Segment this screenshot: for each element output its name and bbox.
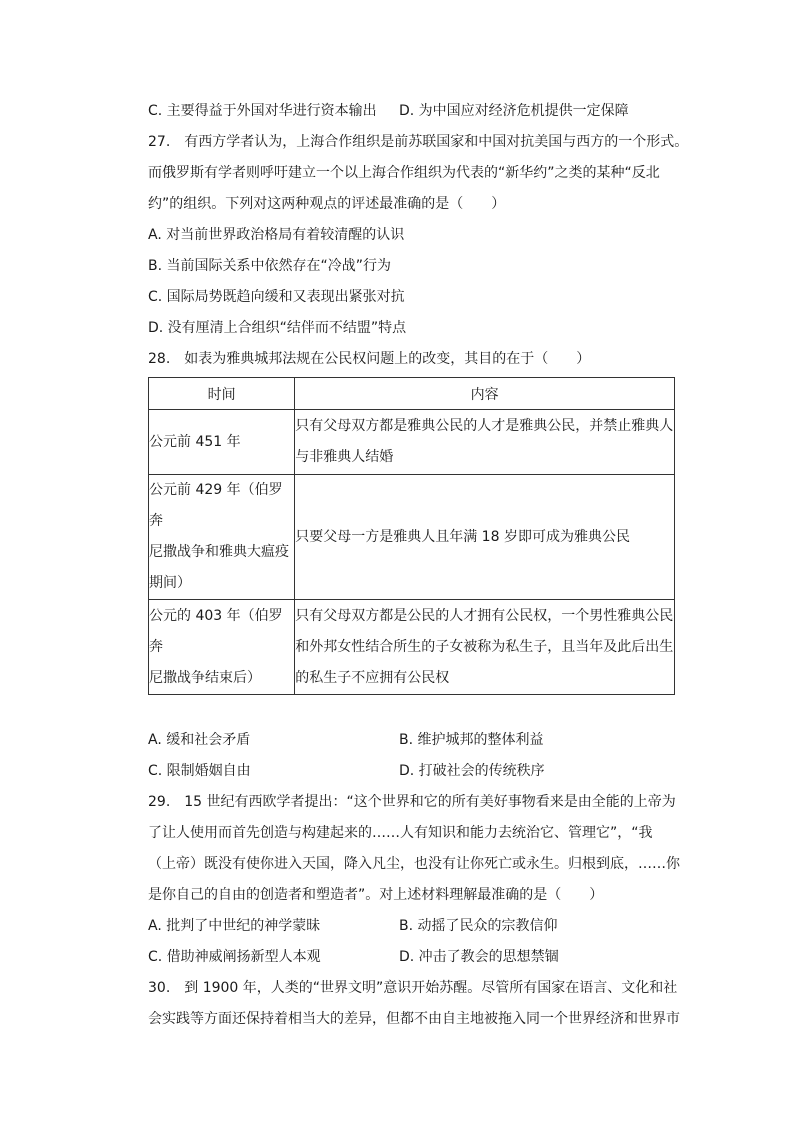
q28-stem: 28. 如表为雅典城邦法规在公民权问题上的改变，其目的在于（ ）	[148, 351, 591, 367]
citizenship-table	[148, 377, 675, 695]
q27-stem-line-2: 而俄罗斯有学者则呼吁建立一个以上海合作组织为代表的“新华约”之类的某种“反北	[148, 165, 660, 181]
q27-option-d: D. 没有厘清上合组织“结伴而不结盟”特点	[148, 320, 407, 336]
table-header-row	[149, 378, 675, 410]
question-28	[148, 344, 676, 787]
q28-option-a: A. 缓和社会矛盾	[148, 732, 251, 748]
q29-stem-line-4: 是你自己的自由的创造者和塑造者”。对上述材料理解最准确的是（ ）	[148, 887, 604, 903]
table-row	[149, 475, 675, 600]
q29-stem-line-2: 了让人使用而首先创造与构建起来的……人有知识和能力去统治它、管理它”，“我	[148, 825, 653, 841]
table-row	[149, 410, 675, 475]
q29-stem-line-1: 29. 15 世纪有西欧学者提出：“这个世界和它的所有美好事物看来是由全能的上帝为	[148, 794, 676, 810]
q27-stem-line-3: 约”的组织。下列对这两种观点的评述最准确的是（ ）	[148, 196, 506, 212]
q27-option-a: A. 对当前世界政治格局有着较清醒的认识	[148, 227, 405, 243]
q27-option-c: C. 国际局势既趋向缓和又表现出紧张对抗	[148, 289, 405, 305]
q28-options-row-1	[148, 725, 676, 756]
exam-page	[148, 96, 689, 1035]
q29-option-c: C. 借助神威阐扬新型人本观	[148, 949, 321, 965]
q27-option-b: B. 当前国际关系中依然存在“冷战”行为	[148, 258, 392, 274]
q29-options-row-2	[148, 942, 676, 973]
table-cell-content: 只要父母一方是雅典人且年满 18 岁即可成为雅典公民	[295, 475, 675, 600]
table-cell-time: 公元前 451 年	[149, 410, 295, 475]
q26-option-c: C. 主要得益于外国对华进行资本输出	[148, 103, 377, 119]
q29-option-a: A. 批判了中世纪的神学蒙昧	[148, 918, 321, 934]
q28-option-d: D. 打破社会的传统秩序	[399, 763, 545, 779]
table-cell-time: 公元前 429 年（伯罗奔 尼撒战争和雅典大瘟疫 期间）	[149, 475, 295, 600]
q28-option-b: B. 维护城邦的整体利益	[399, 732, 544, 748]
table-header-time: 时间	[149, 378, 295, 410]
q29-options-row-1	[148, 911, 676, 942]
q29-stem-line-3: （上帝）既没有使你进入天国，降入凡尘，也没有让你死亡或永生。归根到底，……你	[148, 856, 680, 872]
question-30	[148, 973, 680, 1035]
q28-options-row-2	[148, 756, 676, 787]
table-cell-content: 只有父母双方都是雅典公民的人才是雅典公民，并禁止雅典人 与非雅典人结婚	[295, 410, 675, 475]
q26-option-d: D. 为中国应对经济危机提供一定保障	[399, 103, 629, 119]
q30-stem-line-2: 会实践等方面还保持着相当大的差异，但都不由自主地被拖入同一个世界经济和世界市	[148, 1011, 680, 1027]
question-29	[148, 787, 680, 973]
table-header-content: 内容	[295, 378, 675, 410]
q30-stem-line-1: 30. 到 1900 年，人类的“世界文明”意识开始苏醒。尽管所有国家在语言、文化和社	[148, 980, 678, 996]
table-cell-content: 只有父母双方都是公民的人才拥有公民权，一个男性雅典公民 和外邦女性结合所生的子女被称为私生子，且当年及此后出生 的私生子不应拥有公民权	[295, 600, 675, 695]
table-row	[149, 600, 675, 695]
question-27	[148, 127, 689, 344]
q29-option-b: B. 动摇了民众的宗教信仰	[399, 918, 558, 934]
q26-options	[148, 96, 676, 127]
table-cell-time: 公元的 403 年（伯罗奔 尼撒战争结束后）	[149, 600, 295, 695]
q28-option-c: C. 限制婚姻自由	[148, 763, 251, 779]
q27-stem-line-1: 27. 有西方学者认为，上海合作组织是前苏联国家和中国对抗美国与西方的一个形式。	[148, 134, 689, 150]
q29-option-d: D. 冲击了教会的思想禁锢	[399, 949, 559, 965]
